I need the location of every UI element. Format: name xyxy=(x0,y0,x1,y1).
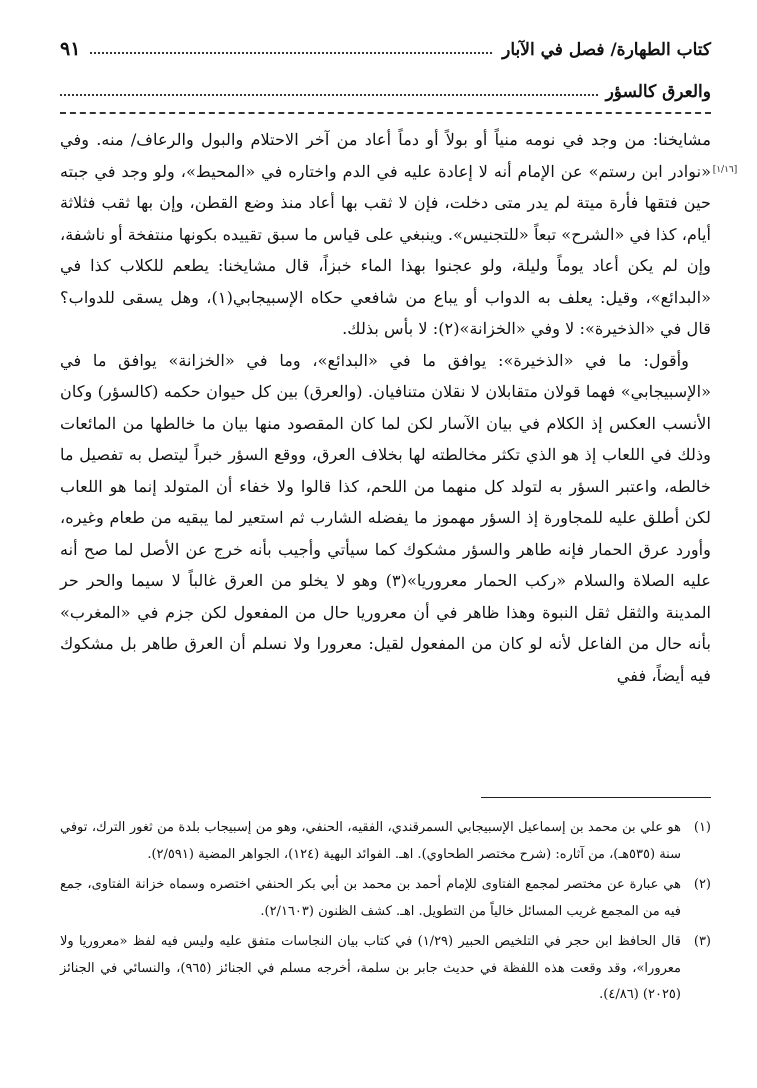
footnote xyxy=(60,815,711,868)
page-header xyxy=(60,30,711,60)
footnote-number: (١) xyxy=(693,820,711,835)
page-number: ٩١ xyxy=(60,38,81,60)
header-dotted-leader xyxy=(90,52,492,54)
footnote-separator xyxy=(481,797,711,798)
manuscript-folio-reference: [١/١٦] xyxy=(712,165,738,175)
section-title: والعرق كالسؤر xyxy=(605,82,711,102)
section-divider xyxy=(60,112,711,114)
footnote-text: قال الحافظ ابن حجر في التلخيص الحبير (١/٢٩) في كتاب بيان النجاسات متفق عليه وليس فيه لفظ «معروريا ولا معرورا»، وقد وقعت هذه اللفظة في حديث جابر بن سلمة، أخرجه مسلم في الجنائز (٩٦٥)، والنسائي في الجنائز (٢٠٢٥) (٤/٨٦). xyxy=(60,934,682,1002)
section-heading xyxy=(60,74,711,102)
footnote-text: هي عبارة عن مختصر لمجمع الفتاوى للإمام أحمد بن محمد بن أبي بكر الحنفي اختصره وسماه خزانة الفتاوى، جمع فيه من المجمع غريب المسائل خالياً من التطويل. اهـ. كشف الظنون (٢/١٦٠٣). xyxy=(60,877,681,919)
footnote-number: (٢) xyxy=(693,877,711,892)
footnotes xyxy=(60,815,711,1013)
main-text xyxy=(60,124,711,691)
paragraph: وأقول: ما في «الذخيرة»: يوافق ما في «البدائع»، وما في «الخزانة» يوافق ما في «الإسبيجابي» فهما قولان متقابلان لا نقلان متنافيان. (والعرق) بين كل حيوان حكمه (كالسؤر) وكان الأنسب العكس إذ الكلام في بيان الآسار لكن لما كان المقصود منها بيان ما خالطها من المائعات وذلك في اللعاب إذ هو الذي تكثر مخالطته لها بخلاف العرق، ووقع السؤر خبراً ليتصل به تفصيل ما خالطه، واعتبر السؤر به لتولد كل منهما من اللحم، كذا قالوا ولا خفاء أن المتولد إنما هو اللعاب لكن أطلق عليه للمجاورة إذ السؤر مهموز ما يفضله الشارب ثم استعير لما يبقيه من طعام وغيره، وأورد عرق الحمار فإنه طاهر والسؤر مشكوك كما سيأتي وأجيب بأنه خرج عن الأصل لما صح أنه عليه الصلاة والسلام «ركب الحمار معروريا»(٣) وهو لا يخلو من العرق غالباً لا سيما والحر حر المدينة والثقل ثقل النبوة وهذا ظاهر في أن معروريا حال من المفعول لكن جزم في «المغرب» بأنه حال من الفاعل لأنه لو كان من المفعول لقيل: معرورا ولا نسلم أن العرق طاهر بل مشكوك فيه أيضاً، ففي xyxy=(60,350,711,685)
paragraph: مشايخنا: من وجد في نومه منياً أو بولاً أو دماً أعاد من آخر الاحتلام والبول والرعاف/ منه. وفي «نوادر ابن رستم» عن الإمام أنه لا إعادة عليه في الدم واختاره في «المحيط»، ولو وجد في جبته حين فتقها فأرة ميتة لم يدر متى دخلت، فإن لا ثقب بها أعاد منذ وضع القطن، وإن بها ثقب فثلاثة أيام، كذا في «الشرح» تبعاً «للتجنيس». وينبغي على قياس ما سبق تقييده بكونها منتفخة أو ناشفة، وإن لم يكن أعاد يوماً وليلة، ولو عجنوا بهذا الماء خبزاً، قال مشايخنا: يطعم للكلاب كذا في «البدائع»، وقيل: يعلف به الدواب أو يباع من شافعي حكاه الإسبيجابي(١)، وهل يسقى للدواب؟ قال في «الذخيرة»: لا وفي «الخزانة»(٢): لا بأس بذلك. xyxy=(60,130,711,338)
footnote xyxy=(60,929,711,1009)
section-dotted-leader xyxy=(60,94,598,96)
footnote-number: (٣) xyxy=(693,934,711,949)
footnote xyxy=(60,872,711,925)
footnote-text: هو علي بن محمد بن إسماعيل الإسبيجابي السمرقندي، الفقيه، الحنفي، وهو من إسبيجاب بلدة من ثغور الترك، توفي سنة (٥٣٥هـ)، من آثاره: (شرح مختصر الطحاوي). اهـ. الفوائد البهية (١٢٤)، الجواهر المضية (٢/٥٩١). xyxy=(60,820,681,862)
running-title: كتاب الطهارة/ فصل في الآبار xyxy=(502,40,711,60)
